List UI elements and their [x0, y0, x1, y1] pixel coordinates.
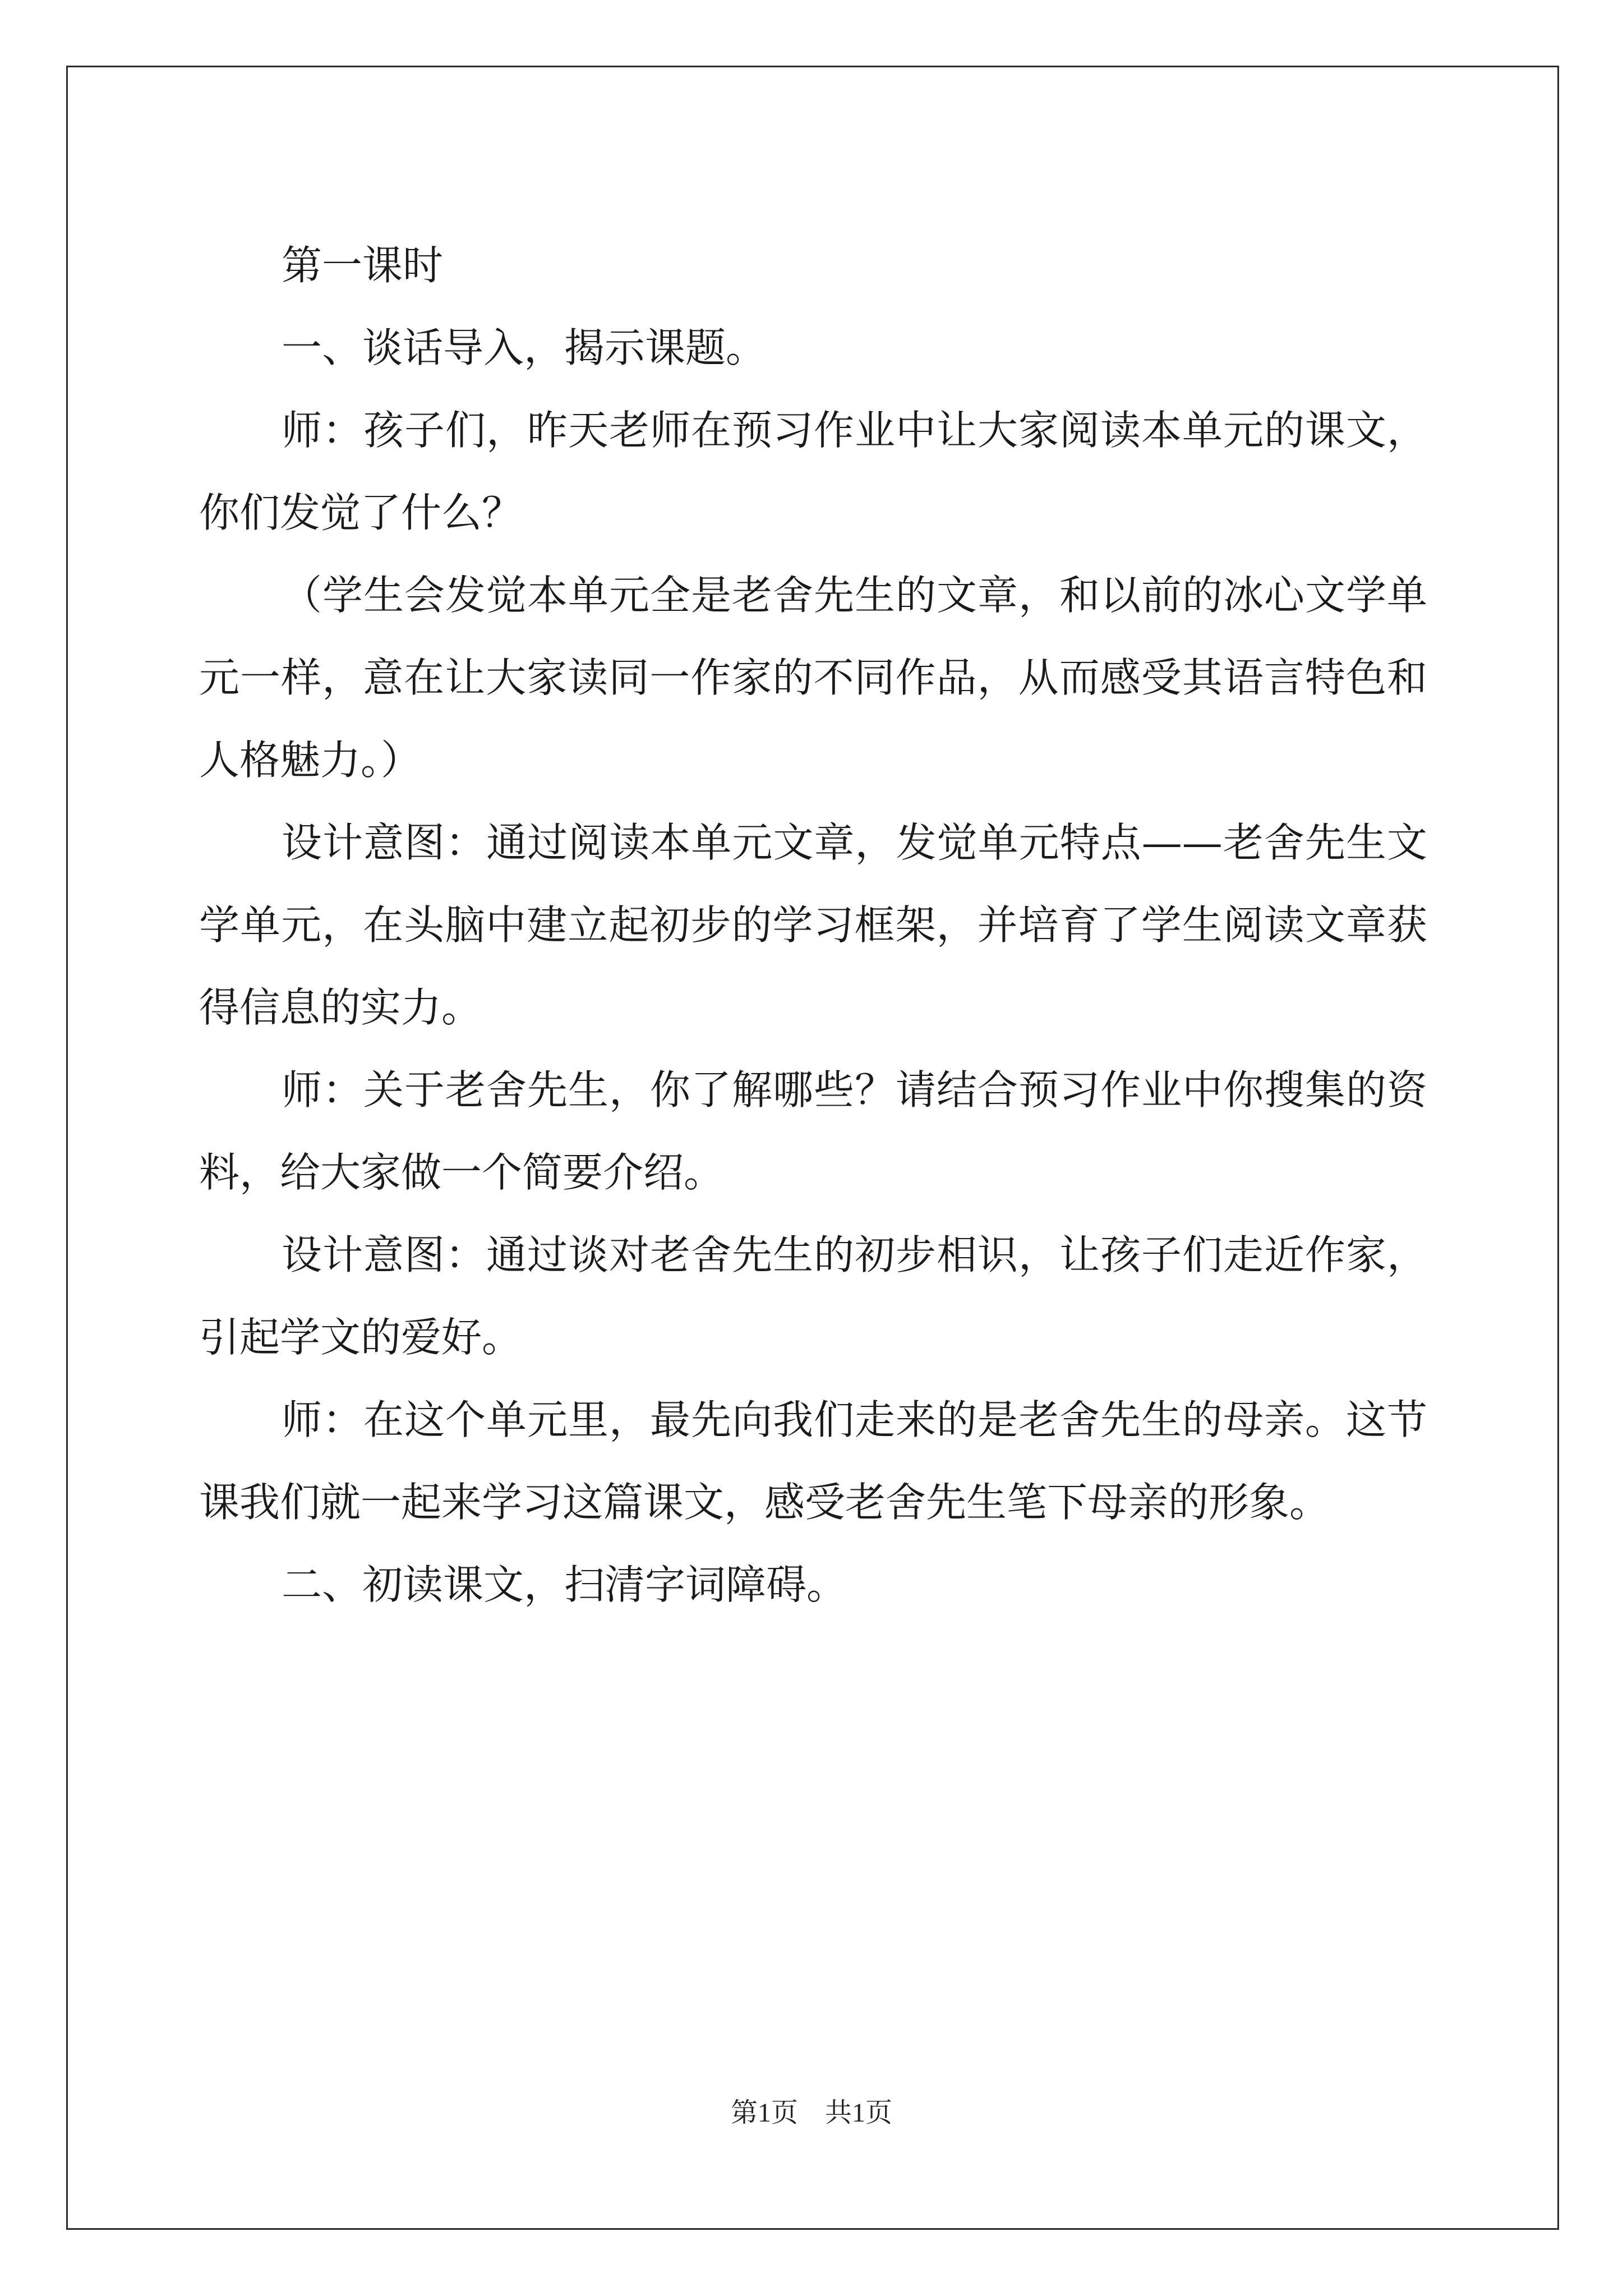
document-body: [199, 224, 1427, 1626]
section-heading-1: 一、谈话导入，揭示课题。: [282, 324, 767, 371]
paragraph-teacher-1: 师：孩子们，昨天老师在预习作业中让大家阅读本单元的课文，你们发觉了什么？: [199, 407, 1427, 536]
paragraph-design-intent-1: 设计意图：通过阅读本单元文章，发觉单元特点——老舍先生文学单元，在头脑中建立起初步的学习框架，并培育了学生阅读文章获得信息的实力。: [199, 819, 1427, 1031]
paragraph-teacher-2: 师：关于老舍先生，你了解哪些？请结合预习作业中你搜集的资料，给大家做一个简要介绍。: [199, 1066, 1427, 1196]
paragraph-design-intent-2: 设计意图：通过谈对老舍先生的初步相识，让孩子们走近作家，引起学文的爱好。: [199, 1231, 1427, 1361]
heading-lesson: 第一课时: [282, 242, 444, 289]
paragraph-teacher-3: 师：在这个单元里，最先向我们走来的是老舍先生的母亲。这节课我们就一起来学习这篇课文，感受老舍先生笔下母亲的形象。: [199, 1396, 1427, 1526]
paragraph-student-response: （学生会发觉本单元全是老舍先生的文章，和以前的冰心文学单元一样，意在让大家读同一作家的不同作品，从而感受其语言特色和人格魅力。）: [199, 572, 1427, 784]
section-heading-2: 二、初读课文，扫清字词障碍。: [282, 1561, 847, 1608]
page-footer: 第1页 共1页: [730, 2098, 892, 2128]
